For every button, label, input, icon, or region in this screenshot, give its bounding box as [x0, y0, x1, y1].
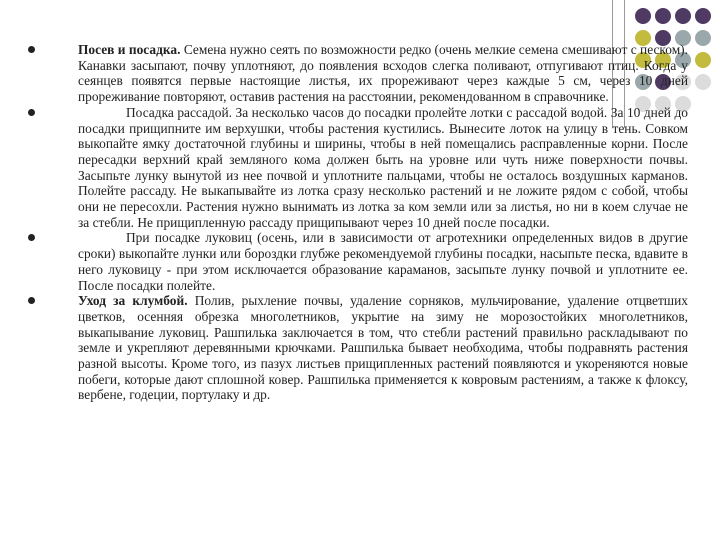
- bullet-item-sowing: [28, 42, 688, 105]
- decor-dot: [695, 30, 711, 46]
- bullet-dot: [28, 234, 35, 241]
- decor-dot: [695, 8, 711, 24]
- bullet-list: [28, 42, 688, 403]
- item-text: Посадка рассадой. За несколько часов до посадки пролейте лотки с рассадой водой. За 10 дней до посадки прищипните им верхушки, чтобы растения кустились. Вынесите лоток на улицу в тень. Совком выкопайте ямку достаточной глубины и ширины, чтобы в ней помещались расправленные корни. После пересадки верхний край земляного кома должен быть на уровне или чуть ниже поверхности почвы. Засыпьте лунку вынутой из нее почвой и уплотните пальцами, чтобы не осталось воздушных карманов. Полейте рассаду. Не выкапывайте из лотка сразу несколько растений и не ложите рядом с собой, чтобы они не пересохли. Растения нужно вынимать из лотка за ком земли или за листья, но ни в коем случае не за стебли. Не прищипленную рассаду прищипывают через 10 дней после посадки.: [78, 104, 688, 230]
- bullet-item-bulbs: [28, 230, 688, 293]
- item-text: Семена нужно сеять по возможности редко (очень мелкие семена смешивают с песком). Канавки засыпают, почву уплотняют, до появления всходов слегка поливают, отпугивают птиц. Когда у сеянцев появятся первые настоящие листья, их прореживают через каждые 5 см, через 10 дней прореживание повторяют, оставив растения на расстоянии, рекомендованном в справочнике.: [78, 42, 688, 105]
- bullet-dot: [28, 46, 35, 53]
- bullet-dot: [28, 109, 35, 116]
- item-title: Уход за клумбой.: [78, 293, 188, 309]
- decor-dot: [695, 74, 711, 90]
- item-title: Посев и посадка.: [78, 42, 181, 57]
- item-text: Полив, рыхление почвы, удаление сорняков, мульчирование, удаление отцветших цветков, осенняя обрезка многолетников, укрытие на зиму не морозостойких многолетников, выкапывание луковиц. Рашпилька заключается в том, что стебли растений правильно раскладывают по земле и укрепляют деревянными крючками. Рашпилька бывает необходима, чтобы подравнять растения разной высоты. Кроме того, из пазух листьев прищипленных растений появляются и укореняются новые побеги, которые дают сплошной ковер. Рашпилька применяется к ковровым растениям, а также к флоксу, вербене, годеции, портулаку и др.: [78, 293, 688, 403]
- bullet-item-seedlings: [28, 105, 688, 231]
- decor-dot: [675, 8, 691, 24]
- decor-dot: [635, 8, 651, 24]
- decor-dot: [695, 52, 711, 68]
- bullet-dot: [28, 297, 35, 304]
- decor-dot: [655, 8, 671, 24]
- item-text: При посадке луковиц (осень, или в зависимости от агротехники определенных видов в другие сроки) выкопайте лунки или бороздки глубже рекомендуемой глубины посадки, насыпьте песка, вдавите в него луковицу - при этом исключается образование караманов, засыпьте лунку почвой и уплотните ее. После посадки полейте.: [78, 230, 688, 293]
- bullet-item-care: [28, 293, 688, 403]
